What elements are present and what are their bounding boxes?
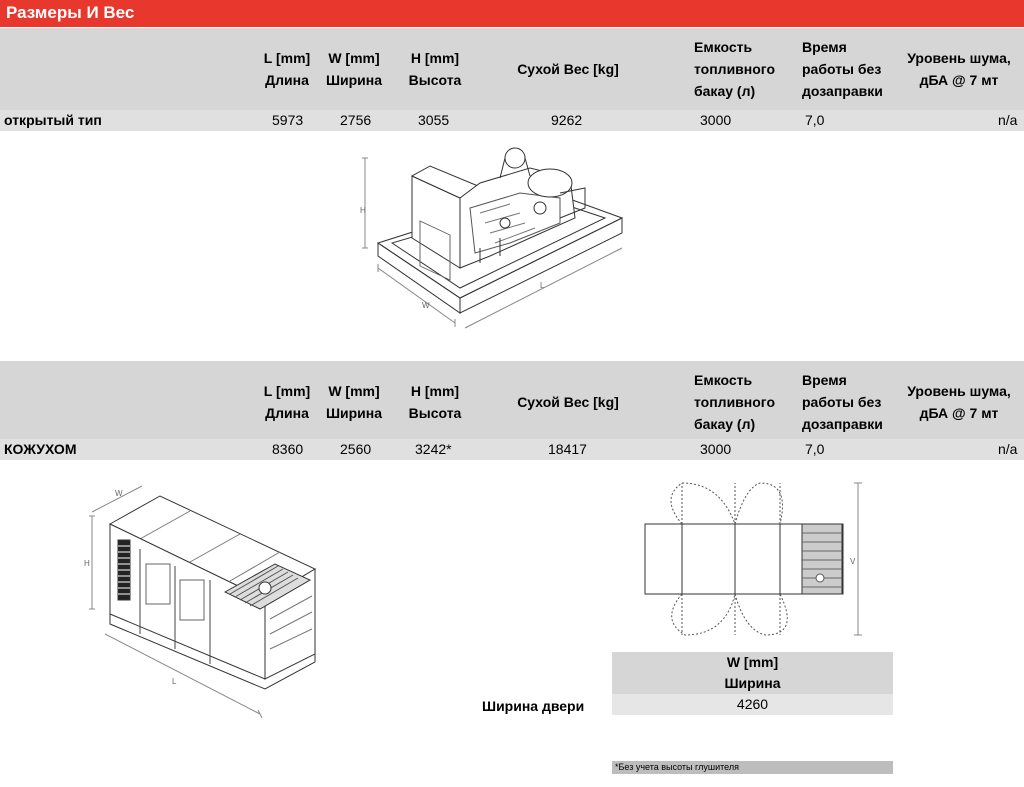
header-noise: Уровень шума, дБА @ 7 мт — [907, 50, 1011, 88]
header-height: H [mm] Высота — [408, 383, 462, 421]
cell-width: 2560 — [340, 441, 372, 457]
cell-runtime: 7,0 — [805, 112, 825, 128]
dim-label-v: V — [850, 557, 856, 566]
header-runtime: Время работы без дозаправки — [802, 39, 883, 99]
header-dry-weight: Сухой Вес [kg] — [517, 61, 619, 77]
cell-length: 5973 — [272, 112, 304, 128]
door-width-header — [612, 652, 893, 694]
header-length: L [mm] Длина — [263, 383, 311, 421]
door-width-label: Ширина двери — [482, 698, 585, 714]
table-row-canopy — [0, 439, 1024, 460]
cell-length: 8360 — [272, 441, 304, 457]
dim-label-h: H — [84, 559, 90, 568]
table-row-open-type — [0, 110, 1024, 131]
dim-label-l: L — [540, 281, 545, 290]
door-width-value: 4260 — [612, 694, 893, 715]
footnote: *Без учета высоты глушителя — [612, 761, 893, 774]
cell-width: 2756 — [340, 112, 372, 128]
cell-runtime: 7,0 — [805, 441, 825, 457]
header-noise: Уровень шума, дБА @ 7 мт — [907, 383, 1011, 421]
cell-dry-weight: 18417 — [548, 441, 587, 457]
header-dry-weight: Сухой Вес [kg] — [517, 394, 619, 410]
door-header-unit: W [mm] — [726, 654, 779, 670]
dim-label-l: L — [172, 677, 177, 686]
header-length: L [mm] Длина — [263, 50, 311, 88]
canopy-top-view-drawing — [630, 478, 870, 640]
dim-label-w: W — [115, 489, 123, 498]
table-header-canopy — [0, 361, 1024, 444]
canopy-generator-drawing — [80, 484, 320, 729]
header-width: W [mm] Ширина — [325, 50, 383, 88]
header-height: H [mm] Высота — [408, 50, 462, 88]
section-title: Размеры И Вес — [6, 3, 135, 22]
cell-tank: 3000 — [700, 112, 732, 128]
header-tank: Емкость топливного бакау (л) — [694, 39, 775, 99]
header-runtime: Время работы без дозаправки — [802, 372, 883, 432]
cell-noise: n/a — [998, 112, 1018, 128]
open-type-generator-drawing — [360, 138, 630, 338]
row-label: открытый тип — [4, 112, 102, 128]
cell-height: 3055 — [418, 112, 450, 128]
section-title-bar — [0, 0, 1024, 27]
table-header-open — [0, 28, 1024, 111]
dim-label-w: W — [422, 301, 430, 310]
dim-label-h: H — [360, 206, 366, 215]
header-width: W [mm] Ширина — [325, 383, 383, 421]
cell-height: 3242* — [415, 441, 452, 457]
row-label: КОЖУХОМ — [4, 441, 77, 457]
cell-tank: 3000 — [700, 441, 732, 457]
header-tank: Емкость топливного бакау (л) — [694, 372, 775, 432]
cell-noise: n/a — [998, 441, 1018, 457]
door-header-label: Ширина — [724, 675, 781, 691]
cell-dry-weight: 9262 — [551, 112, 583, 128]
